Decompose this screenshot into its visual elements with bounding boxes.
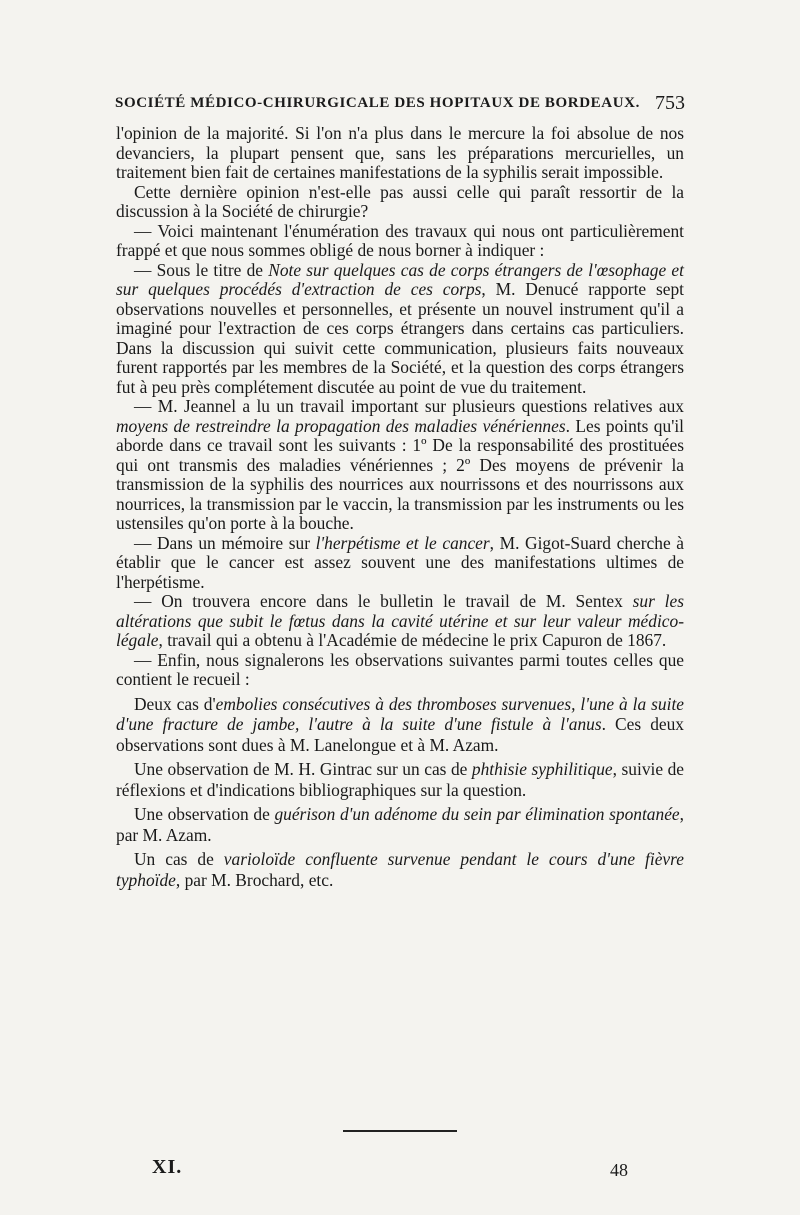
italic-run: varioloïde confluente survenue pendant le cours d'une fièvre typhoïde — [116, 849, 684, 890]
text-run: — Sous le titre de — [134, 259, 269, 280]
text-run: Deux cas d' — [134, 693, 216, 714]
italic-run: guérison d'un adénome du sein par élimination spontanée — [274, 804, 680, 824]
sheet-number: 48 — [610, 1160, 628, 1180]
paragraph — [116, 534, 684, 593]
body-text — [116, 124, 684, 890]
paragraph — [116, 222, 684, 261]
list-paragraph — [116, 759, 684, 800]
text-run: — Dans un mémoire sur — [134, 532, 316, 553]
text-run: . Les points qu'il aborde dans ce travail sont les suivants : 1º De la responsabilité des prostituées qui ont transmis des maladies vénériennes ; 2º Des moyens de prévenir la transmission de la syphilis des nourrices aux nourrissons et des nourrissons aux nourrices, la transmission par le vaccin, la transmission par les instruments ou les ustensiles qu'on porte à la bouche. — [116, 415, 684, 533]
text-run: . Ces deux observations sont dues à M. Lanelongue et à M. Azam. — [116, 714, 684, 755]
list-paragraph — [116, 849, 684, 890]
text-run: — M. Jeannel a lu un travail important sur plusieurs questions relatives aux — [134, 396, 684, 416]
section-rule — [343, 1130, 457, 1132]
paragraph — [116, 651, 684, 690]
text-run: — On trouvera encore dans le bulletin le travail de M. Sentex — [134, 591, 633, 611]
text-run: — Enfin, nous signalerons les observations suivantes parmi toutes celles que contient le recueil : — [116, 649, 684, 689]
text-run: , M. Gigot-Suard cherche à établir que le cancer est assez souvent une des manifestations ultimes de l'herpétisme. — [116, 532, 684, 592]
italic-run: l'herpétisme et le cancer — [315, 532, 490, 553]
text-run: , M. Denucé rapporte sept observations nouvelles et personnelles, et présente un nouvel instrument qu'il a imaginé pour l'extraction de ces corps étrangers dans certains cas particuliers. Dans la discussion qui suivit cette communication, plusieurs faits nouveaux furent rapportés par les membres de la Société, et la question des corps étrangers fut à peu près complétement discutée au point de vue du traitement. — [116, 279, 685, 397]
italic-run: phthisie syphilitique — [471, 759, 613, 779]
italic-run: moyens de restreindre la propagation des maladies vénériennes — [116, 415, 566, 436]
text-run: , par M. Brochard, etc. — [175, 869, 334, 890]
text-run: Une observation de — [134, 804, 275, 824]
paragraph — [116, 183, 684, 222]
running-header — [115, 92, 685, 114]
text-run: , suivie de réflexions et d'indications bibliographiques sur la question. — [116, 759, 685, 800]
text-run: , travail qui a obtenu à l'Académie de médecine le prix Capuron de 1867. — [158, 630, 667, 650]
list-paragraph — [116, 804, 684, 845]
text-run: Une observation de M. H. Gintrac sur un cas de — [134, 759, 472, 779]
paragraph — [116, 261, 684, 398]
italic-run: Note sur quelques cas de corps étrangers de l'œsophage et sur quelques procédés d'extraction de ces corps — [116, 259, 684, 299]
text-run: l'opinion de la majorité. Si l'on n'a plus dans le mercure la foi absolue de nos devanciers, la plupart pensent que, sans les préparations mercurielles, un traitement bien fait de certaines manifestations de la syphilis serait impossible. — [116, 123, 684, 182]
running-title: SOCIÉTÉ MÉDICO-CHIRURGICALE DES HOPITAUX DE BORDEAUX. — [115, 95, 640, 111]
signature-mark: XI. — [152, 1156, 183, 1178]
list-paragraph — [116, 694, 684, 756]
page-number: 753 — [655, 92, 685, 114]
text-run: — Voici maintenant l'énumération des travaux qui nous ont particulièrement frappé et que nous sommes obligé de nous borner à indiquer : — [116, 220, 684, 260]
italic-run: sur les altérations que subit le fœtus dans la cavité utérine et sur leur valeur médico-légale — [116, 591, 684, 650]
italic-run: embolies consécutives à des thromboses survenues, l'une à la suite d'une fracture de jambe, l'autre à la suite d'une fistule à l'anus — [116, 693, 684, 734]
text-run: Cette dernière opinion n'est-elle pas aussi celle qui paraît ressortir de la discussion à la Société de chirurgie? — [116, 181, 684, 221]
paragraph — [116, 124, 684, 183]
text-run: , par M. Azam. — [116, 804, 684, 845]
paragraph — [116, 592, 684, 651]
text-run: Un cas de — [134, 849, 224, 869]
paragraph — [116, 397, 684, 534]
